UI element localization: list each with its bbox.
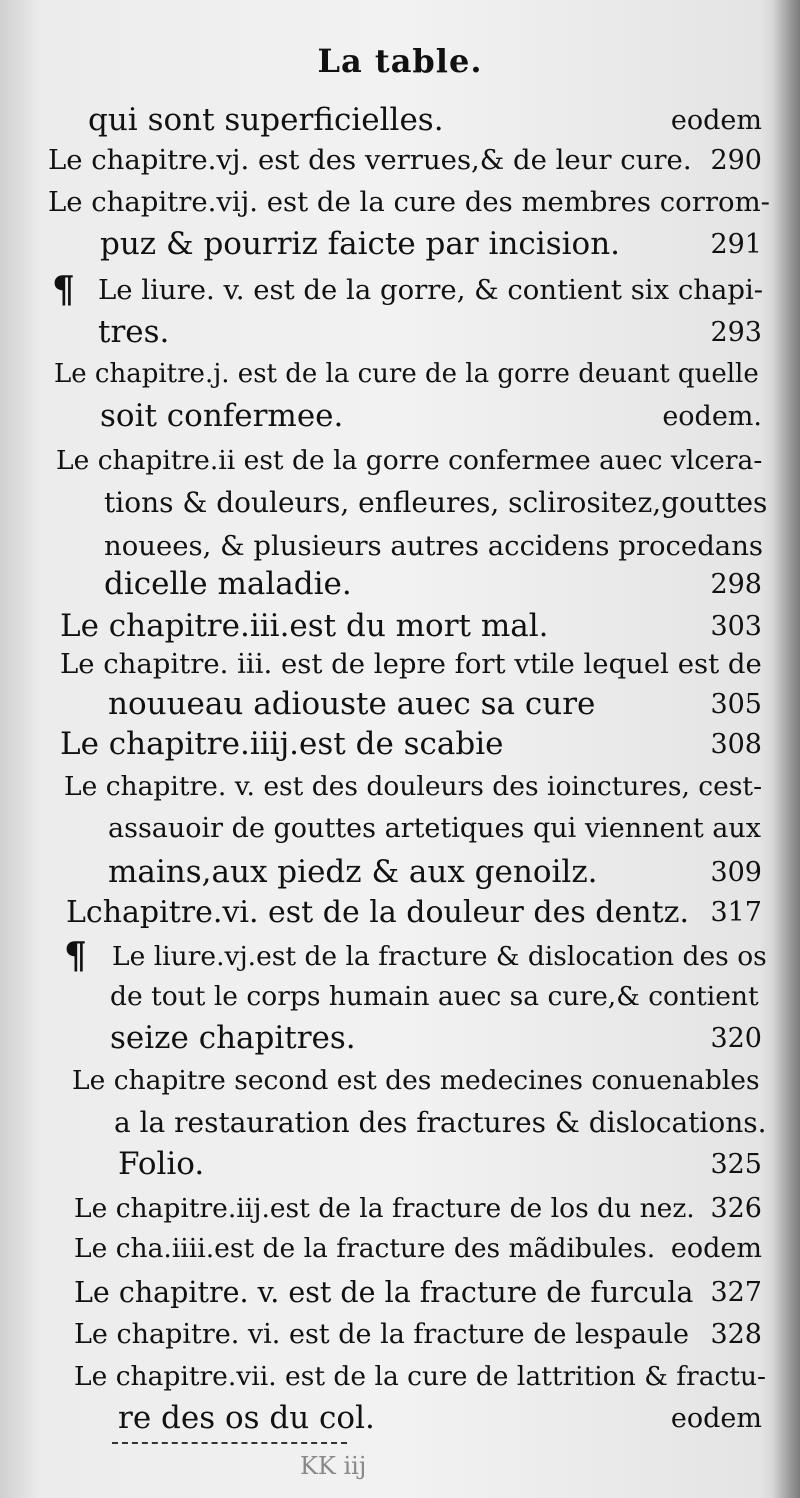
page-number: 327	[710, 1277, 762, 1308]
page-number: eodem	[670, 1233, 762, 1264]
toc-line: re des os du col. eodem	[0, 1396, 800, 1441]
toc-line: tions & douleurs, enfleures, sclirositez,gouttes	[104, 486, 768, 519]
signature-mark: KK iij	[300, 1452, 367, 1480]
toc-line: puz & pourriz faicte par incision. 291	[0, 222, 800, 267]
toc-line: Lchapitre.vi. est de la douleur des dentz. 317	[0, 890, 800, 935]
toc-line: assauoir de gouttes artetiques qui viennent aux	[108, 813, 762, 844]
toc-line: nouueau adiouste auec sa cure 305	[0, 682, 800, 727]
page-number: 291	[710, 229, 762, 260]
toc-line: Le chapitre. vi. est de la fracture de lespaule 328	[0, 1312, 800, 1357]
page-number: 293	[710, 317, 762, 348]
page-number: 303	[710, 611, 762, 642]
toc-line: Le chapitre second est des medecines conuenables	[72, 1065, 760, 1096]
toc-line: de tout le corps humain auec sa cure,& contient	[110, 981, 759, 1012]
page-number: 328	[710, 1319, 762, 1350]
page-number: 305	[710, 689, 762, 720]
page-number: 308	[710, 729, 762, 760]
page-number: 326	[710, 1193, 762, 1224]
toc-line: Le chapitre. iii. est de lepre fort vtile lequel est de	[60, 648, 762, 680]
page-number: 290	[710, 145, 762, 176]
page-number: eodem	[670, 105, 762, 136]
toc-line: Le chapitre. v. est des douleurs des ioinctures, cest-	[64, 771, 763, 802]
toc-line: ¶ Le liure.vj.est de la fracture & dislocation des os	[64, 935, 767, 977]
toc-line: soit confermee. eodem.	[0, 394, 800, 439]
toc-line: Le cha.iiii.est de la fracture des mãdibules. eodem	[0, 1226, 800, 1271]
toc-line: Le chapitre.vj. est des verrues,& de leur cure. 290	[0, 138, 800, 183]
toc-line: Le chapitre.j. est de la cure de la gorre deuant quelle	[54, 359, 759, 389]
toc-line: ¶ Le liure. v. est de la gorre, & contient six chapi-	[52, 269, 764, 311]
pilcrow-icon: ¶	[52, 269, 75, 311]
toc-line: a la restauration des fractures & dislocations.	[114, 1106, 767, 1139]
toc-line: Le chapitre.iiij.est de scabie 308	[0, 722, 800, 767]
page-number: 325	[710, 1149, 762, 1180]
toc-line: Le chapitre.iij.est de la fracture de los du nez. 326	[0, 1186, 800, 1231]
page-number: eodem.	[662, 401, 762, 432]
toc-line: mains,aux piedz & aux genoilz. 309	[0, 850, 800, 895]
closing-rule	[112, 1442, 347, 1444]
toc-line: nouees, & plusieurs autres accidens procedans	[104, 530, 764, 562]
toc-line: dicelle maladie. 298	[0, 562, 800, 607]
pilcrow-icon: ¶	[64, 935, 87, 977]
page-number: 298	[710, 569, 762, 600]
toc-line: Folio. 325	[0, 1142, 800, 1187]
page-number: 320	[710, 1023, 762, 1054]
toc-line: Le chapitre. v. est de la fracture de furcula 327	[0, 1270, 800, 1315]
toc-line: Le chapitre.vij. est de la cure des membres corrom-	[48, 186, 770, 218]
page-number: eodem	[670, 1403, 762, 1434]
toc-line: Le chapitre.iii.est du mort mal. 303	[0, 604, 800, 649]
toc-line: qui sont superficielles. eodem	[0, 98, 800, 143]
toc-line: seize chapitres. 320	[0, 1016, 800, 1061]
toc-line: Le chapitre.vii. est de la cure de lattrition & fractu-	[74, 1361, 767, 1392]
page-number: 317	[710, 897, 762, 928]
page-title: La table.	[317, 42, 483, 80]
toc-line: Le chapitre.ii est de la gorre confermee auec vlcera-	[56, 445, 763, 476]
toc-line: tres. 293	[0, 310, 800, 355]
page-number: 309	[710, 857, 762, 888]
